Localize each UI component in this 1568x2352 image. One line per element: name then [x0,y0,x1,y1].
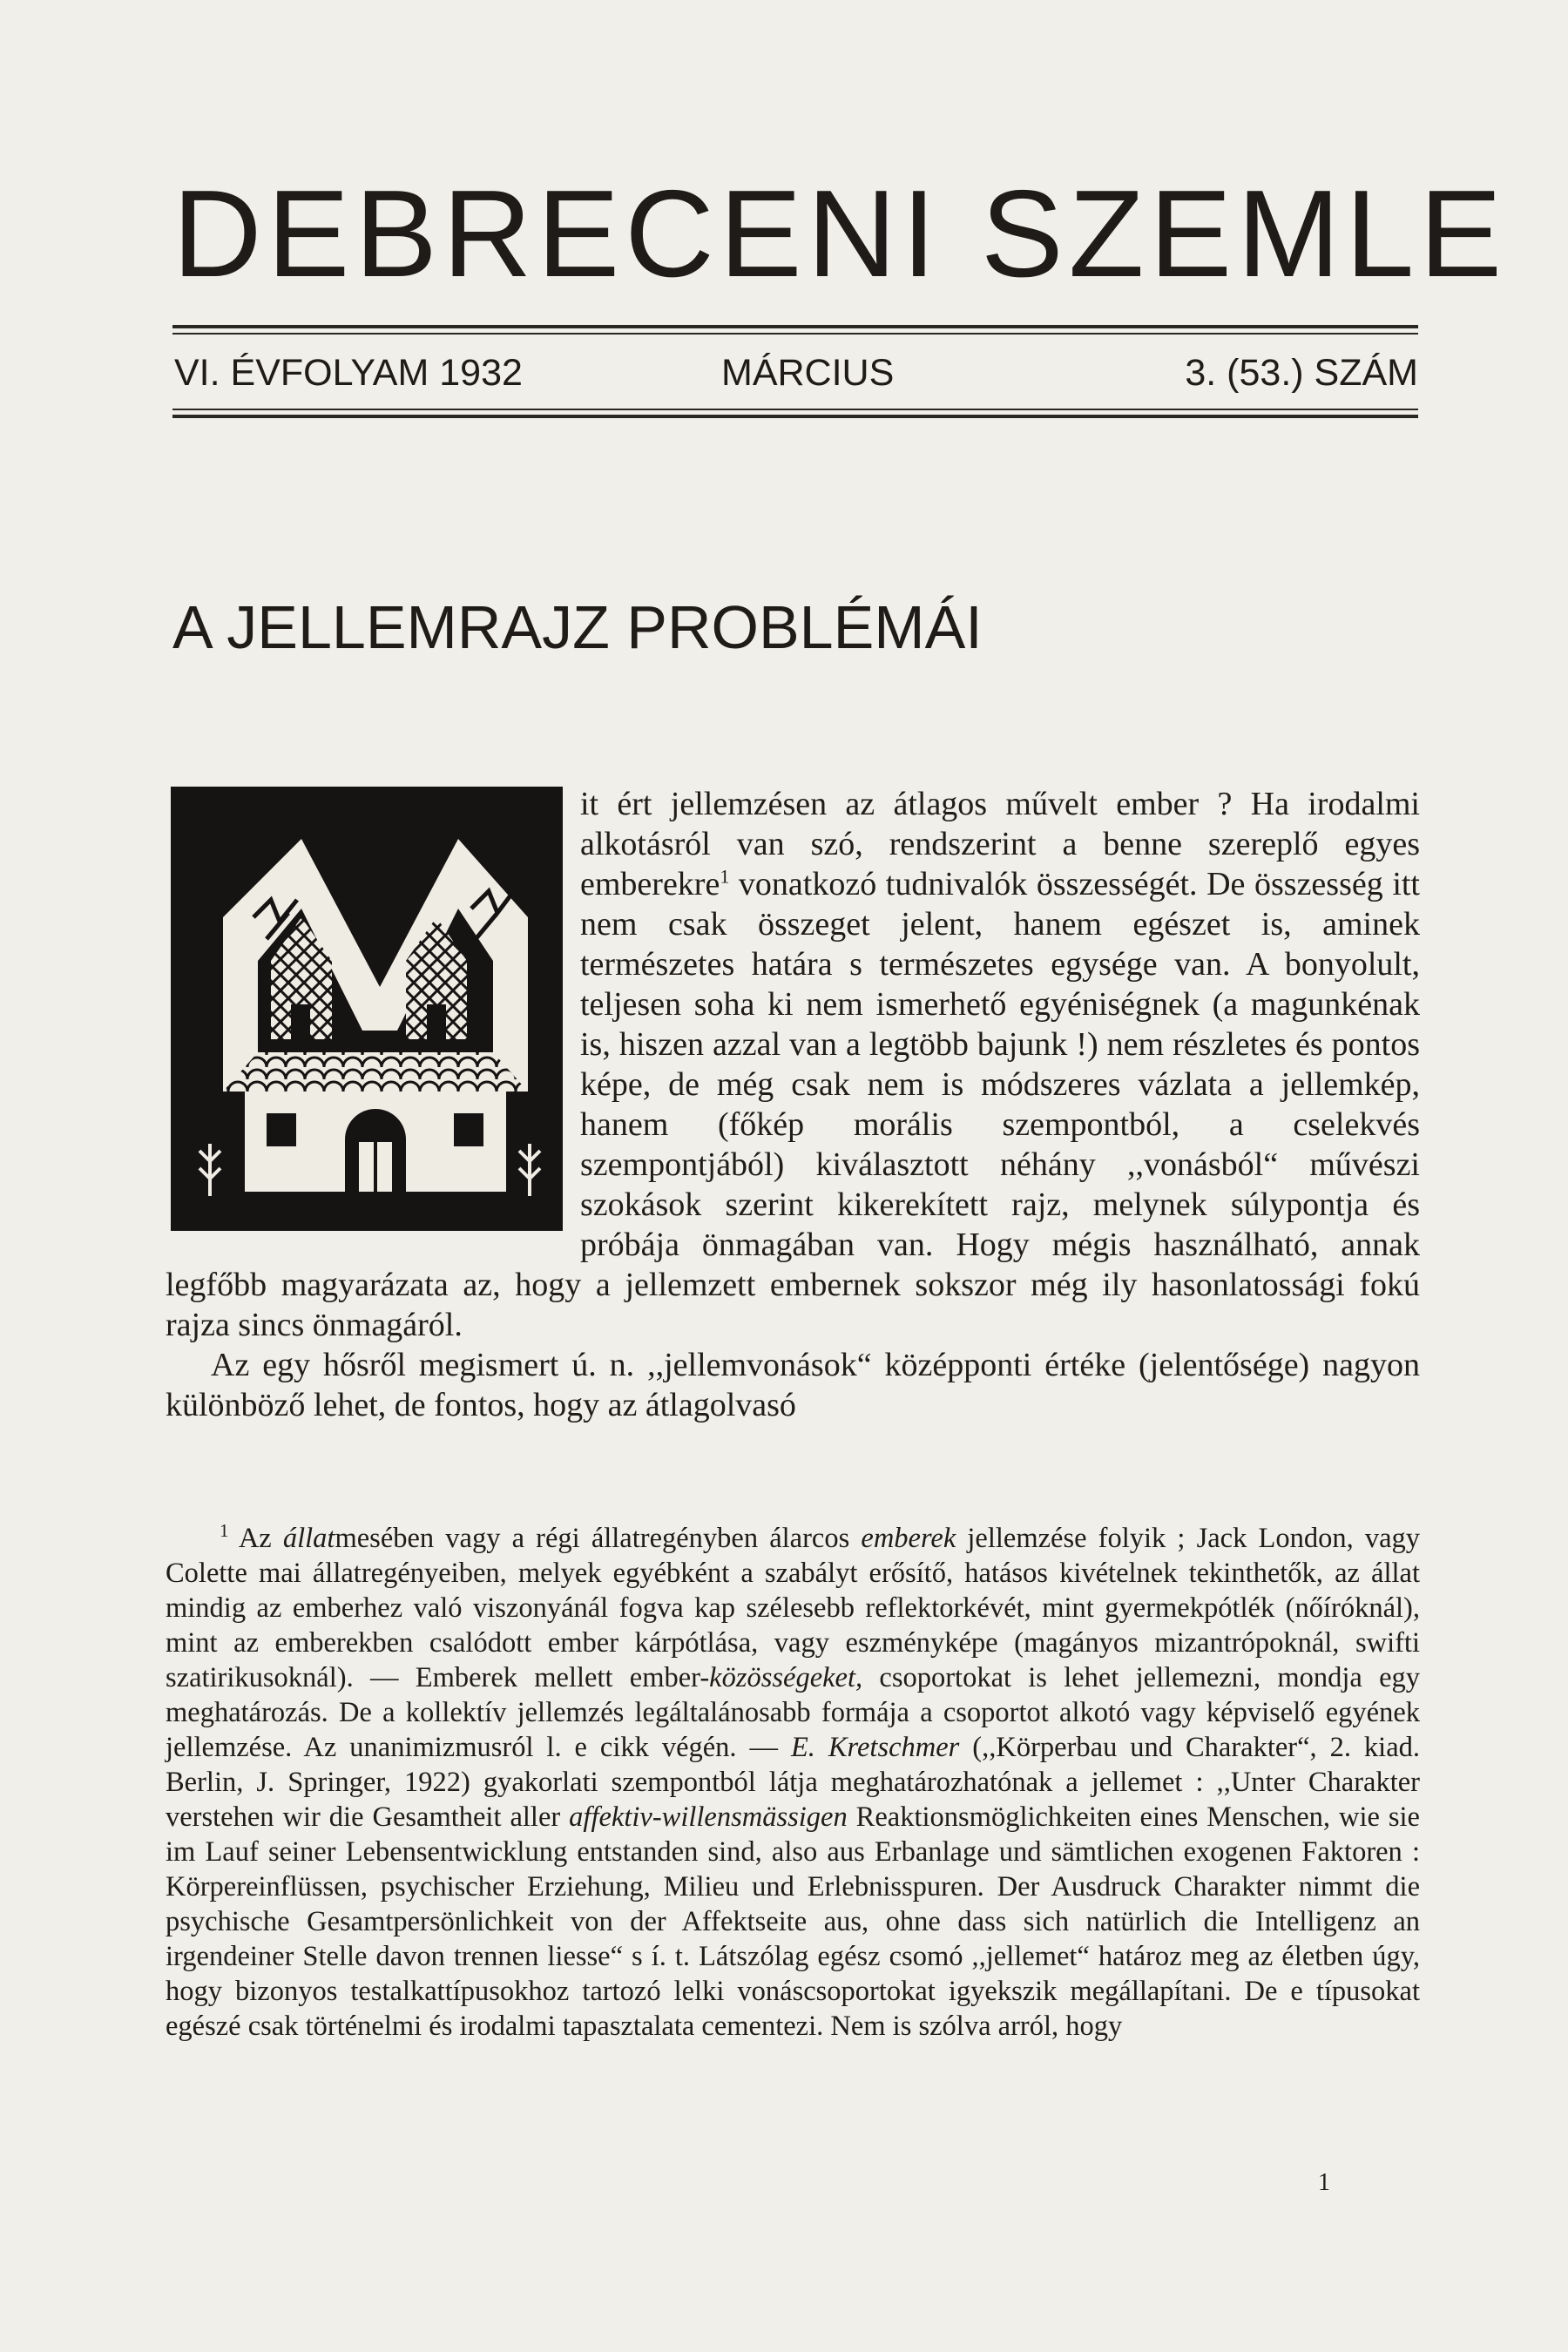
footnote-italic: affektiv-willensmässigen [569,1801,848,1833]
paragraph-1-text-start: it ért jellemzésen az átlagos művelt ember ? Ha irodalmi alkotásról van szó, rendszerint a benne szereplő egyes emberekre [580,786,1420,902]
paragraph-1-text-end: vonatkozó tudnivalók összességét. De összesség itt nem csak összeget jelent, hanem egészet is, aminek természetes határa s természetes egysége van. A bonyolult, teljesen soha ki nem ismerhető egyéniségnek (a magunkénak is, hiszen azzal van a legtöbb bajunk !) nem részletes és pontos képe, de még csak nem is módszeres vázlata a jellemkép, hanem (főkép morális szempontból, a cselekvés szempontjából) kiválasztott néhány ,,vonásból“ művészi szokások szerint kikerekített rajz, melynek súlypontja és próbája önmagában van. Hogy mégis használható, annak legfőbb magyarázata az, hogy a jellemzett embernek sokszor még ily hasonlatossági fokú rajza sincs önmagáról. [166,866,1420,1343]
footnote-italic: közösségeket, [709,1662,863,1693]
article-body [166,784,1420,1425]
issue-rule-bottom-thin [172,409,1418,410]
footnote-segment: csoportokat is lehet jellemezni, mondja egy meghatározás. De a kollektív jellemzés legáltalánosabb formája a csoportot alkotó vagy képviselő egyének jellemzése. Az unanimizmusról l. e cikk végén. — [166,1662,1420,1763]
footnote-1 [166,1521,1420,2044]
footnote-italic: emberek [861,1523,956,1554]
footnote-segment: mesében vagy a régi állatregényben álarcos [335,1523,862,1554]
footnote-italic: E. Kretschmer [790,1732,960,1763]
issue-month: MÁRCIUS [721,352,895,394]
footnote-marker: 1 [220,1520,229,1542]
article-title: A JELLEMRAJZ PROBLÉMÁI [172,593,983,661]
issue-line [172,351,1418,395]
footnote-segment: Reaktionsmöglichkeiten eines Menschen, wie sie im Lauf seiner Lebensentwicklung entstanden sind, also aus Erbanlage und sämtlichen exogenen Faktoren : Körpereinflüssen, psychischer Erziehung, Milieu und Erlebnisspuren. Der Ausdruck Charakter nimmt die psychische Gesamtpersönlichkeit von der Affektseite aus, ohne dass sich natürlich die Intelligenz an irgendeiner Stelle davon trennen liesse“ s í. t. Látszólag egész csomó ,,jellemet“ határoz meg az életben úgy, hogy bizonyos testalkattípusokhoz tartozó lelki vonáscsoportokat igyekszik megállapítani. De e típusokat egészé csak történelmi és irodalmi tapasztalata cementezi. Nem is szólva arról, hogy [166,1801,1420,2042]
issue-number: 3. (53.) SZÁM [1185,352,1418,394]
issue-volume: VI. ÉVFOLYAM 1932 [174,352,523,394]
article-paragraph-2: Az egy hősről megismert ú. n. ,,jellemvonások“ középponti értéke (jelentősége) nagyon különböző lehet, de fontos, hogy az átlagolvasó [166,1347,1420,1423]
footnote-text [166,1521,1420,2044]
drop-cap-space [166,784,580,1235]
footnote-italic: állat [282,1523,335,1554]
journal-masthead: DEBRECENI SZEMLE [172,165,1508,303]
issue-rule-bottom-thick [172,415,1418,418]
masthead-rule-top-thick [172,325,1418,328]
masthead-rule-top-thin [172,333,1418,335]
page-number: 1 [1318,2169,1330,2196]
footnote-segment: Az [228,1523,283,1554]
footnote-segment: (,,Körperbau und Charakter“, 2. kiad. Berlin, J. Springer, 1922) gyakorlati szempontból látja meghatározhatónak a jellemet : ,,Unter Charakter verstehen wir die Gesamtheit aller [166,1732,1420,1833]
footnote-reference: 1 [720,865,730,888]
footnote-segment: jellemzése folyik ; Jack London, vagy Colette mai állatregényeiben, melyek egyébként a szabályt erősítő, hatásos kivételnek tekinthetők, az állat mindig az emberhez való viszonyánál fogva kap szélesebb reflektorkévét, mint gyermekpótlék (nőíróknál), mint az emberekben csalódott ember kárpótlása, vagy eszményképe (magányos mizantrópoknál, swifti szatirikusoknál). — Emberek mellett ember- [166,1523,1420,1693]
